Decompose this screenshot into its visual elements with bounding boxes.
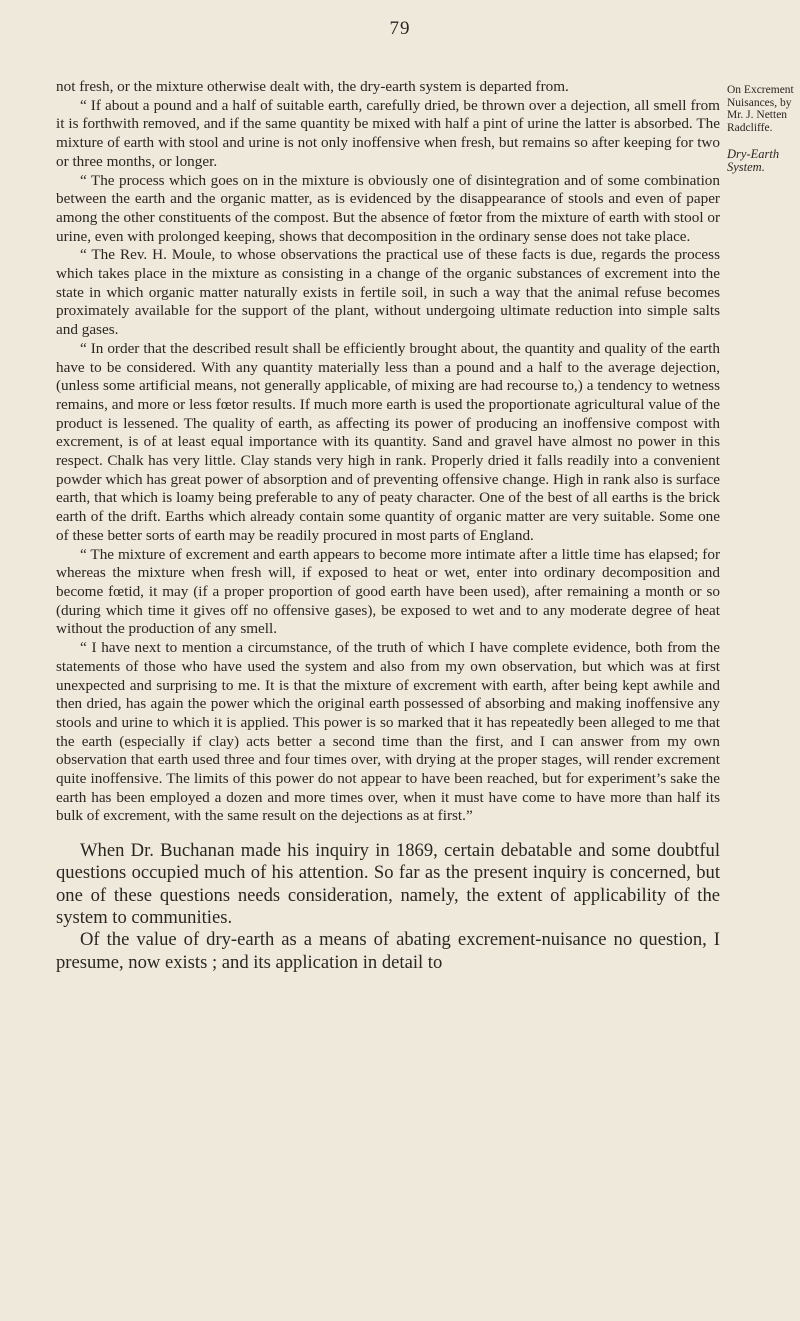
quote-paragraph: “ The process which goes on in the mixture is obviously one of disintegration and of some combination between the earth and the organic matter, as is evidenced by the disappearance of stools and even of paper among the other constituents of the compost. But the absence of fœtor from the mixture of earth with stool or urine, even with prolonged keeping, shows that decomposition in the ordinary sense does not take place.	[56, 171, 720, 245]
quote-paragraph: “ I have next to mention a circumstance, of the truth of which I have complete evidence, both from the statements of those who have used the system and also from my own observation, but which was at first unexpected and surprising to me. It is that the mixture of excrement with earth, after being kept awhile and then dried, has again the power which the original earth possessed of absorbing and making inoffensive any stools and urine to which it is applied. This power is so marked that it has repeatedly been alleged to me that the earth (especially if clay) acts better a second time than the first, and I can answer from my own observation that earth used three and four times over, with drying at the proper stages, will render excrement quite inoffensive. The limits of this power do not appear to have been reached, but for experiment’s sake the earth has been employed a dozen and more times over, when it must have come to have more than half its bulk of excrement, with the same result on the dejections as at first.”	[56, 639, 720, 825]
quote-paragraph: not fresh, or the mixture otherwise dealt with, the dry-earth system is departed from.	[56, 78, 569, 95]
quote-paragraph: “ The mixture of excrement and earth appears to become more intimate after a little time has elapsed; for whereas the mixture when fresh will, if exposed to heat or wet, enter into ordinary decomposition and become fœtid, it may (if a proper proportion of good earth have been used), after remaining a month or so (during which time it gives off no offensive gases), be exposed to wet and to any moderate degree of heat without the production of any smell.	[56, 545, 720, 638]
quote-paragraph: “ In order that the described result shall be efficiently brought about, the quantity and quality of the earth have to be considered. With any quantity materially less than a pound and a half to the average dejection, (unless some artificial means, not generally applicable, of mixing are had recourse to,) a tendency to wetness remains, and more or less fœtor results. If much more earth is used the proportionate agricultural value of the product is lessened. The quality of earth, as affecting its power of producing an inoffensive compost with excrement, is of at least equal importance with its quantity. Sand and gravel have almost no power in this respect. Chalk has very little. Clay stands very high in rank. Properly dried it falls readily into a convenient powder which has great power of absorption and of preventing offensive change. High in rank also is surface earth, that which is loamy being preferable to any of peaty character. One of the best of all earths is the brick earth of the drift. Earths which already contain some quantity of organic matter are very suitable. Some one of these better sorts of earth may be readily procured in most parts of England.	[56, 339, 720, 544]
page-body	[56, 78, 720, 974]
quote-paragraph: “ If about a pound and a half of suitable earth, carefully dried, be thrown over a dejection, all smell from it is forthwith removed, and if the same quantity be mixed with half a pint of urine the latter is absorbed. The mixture of earth with stool and urine is not only inoffensive when fresh, but remains so after keeping for two or three months, or longer.	[56, 96, 720, 170]
side-note-source: On Excrement Nuisances, by Mr. J. Netten Radcliffe.	[727, 84, 794, 134]
body-paragraph: Of the value of dry-earth as a means of abating excrement-nuisance no question, I presume, now exists ; and its application in detail to	[56, 929, 720, 973]
body-paragraph: When Dr. Buchanan made his inquiry in 1869, certain debatable and some doubtful questions occupied much of his attention. So far as the present inquiry is concerned, but one of these questions needs consideration, namely, the extent of applicability of the system to communities.	[56, 840, 720, 929]
quote-paragraph: “ The Rev. H. Moule, to whose observations the practical use of these facts is due, regards the process which takes place in the mixture as consisting in a change of the organic substances of excrement into the state in which organic matter naturally exists in fertile soil, in such a way that the animal refuse becomes proximately available for the support of the plant, without undergoing ultimate reduction into simple salts and gases.	[56, 246, 720, 339]
side-note-topic: Dry-Earth System.	[727, 147, 780, 174]
main-text	[56, 840, 720, 974]
page-number: 79	[389, 18, 411, 39]
quoted-report	[56, 78, 720, 826]
